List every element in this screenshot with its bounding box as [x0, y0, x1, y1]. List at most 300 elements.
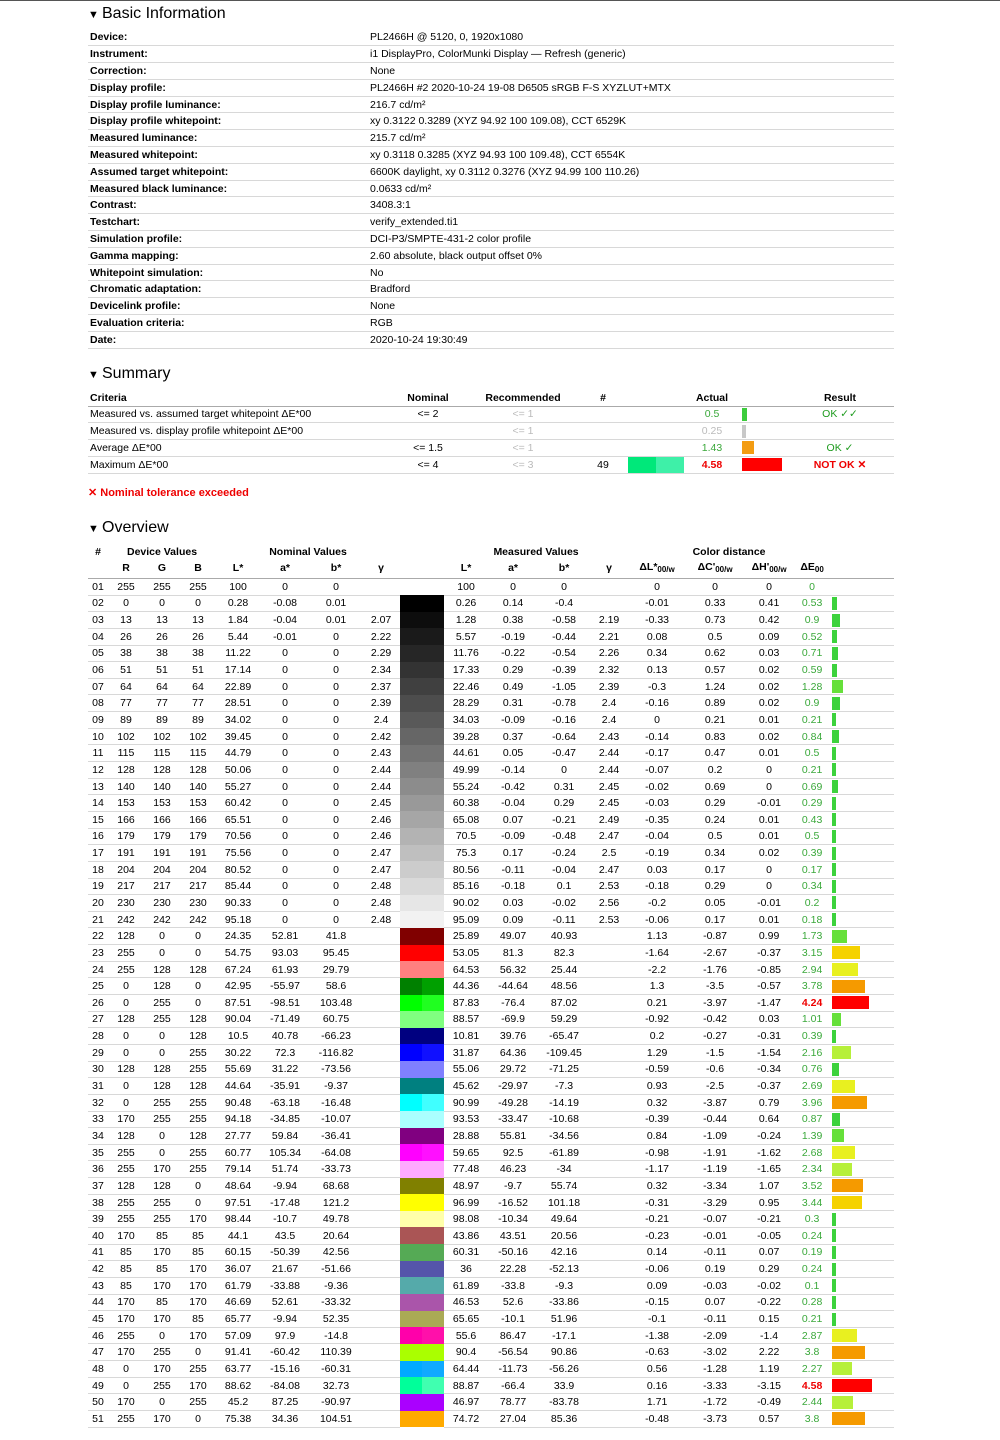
measured-gamma [590, 1277, 628, 1294]
measured-b: -83.78 [538, 1394, 590, 1411]
overview-row [88, 1194, 894, 1211]
overview-row [88, 861, 894, 878]
summary-swatch [628, 423, 684, 440]
nominal-a: 0 [260, 712, 310, 729]
delta-E-bar [832, 963, 858, 976]
measured-a: -0.19 [488, 628, 538, 645]
nominal-b: 0 [310, 662, 362, 679]
delta-L: -0.15 [628, 1294, 686, 1311]
summary-actual: 0.25 [684, 423, 740, 440]
delta-E-bar-cell [830, 1194, 894, 1211]
measured-b: -9.3 [538, 1277, 590, 1294]
patch-number: 45 [88, 1311, 108, 1328]
swatch-color [400, 1128, 422, 1145]
color-swatch [400, 1294, 444, 1311]
summary-bar [742, 441, 754, 454]
measured-L: 59.65 [444, 1144, 488, 1161]
device-b: 0 [180, 945, 216, 962]
nominal-gamma [362, 1011, 400, 1028]
collapse-triangle-icon[interactable]: ▼ [88, 369, 99, 381]
nominal-L: 87.51 [216, 995, 260, 1012]
delta-L: -1.17 [628, 1161, 686, 1178]
delta-C: 0.17 [686, 911, 744, 928]
measured-b: -52.13 [538, 1261, 590, 1278]
delta-E-bar [832, 1163, 852, 1176]
measured-gamma: 2.53 [590, 911, 628, 928]
delta-E-bar [832, 1263, 836, 1276]
nominal-L: 90.48 [216, 1094, 260, 1111]
measured-gamma: 2.56 [590, 895, 628, 912]
overview-row [88, 662, 894, 679]
swatch-color [400, 811, 422, 828]
delta-C: -2.09 [686, 1327, 744, 1344]
nominal-header: Nominal [388, 390, 468, 406]
device-g: 255 [144, 1111, 180, 1128]
measured-a: -0.14 [488, 762, 538, 779]
swatch-color [422, 1111, 444, 1128]
color-swatch [400, 1361, 444, 1378]
overview-row [88, 728, 894, 745]
summary-bar [742, 425, 746, 438]
nominal-L: 45.2 [216, 1394, 260, 1411]
info-key: Date: [88, 331, 368, 348]
swatch-pair [400, 695, 444, 712]
measured-a: 78.77 [488, 1394, 538, 1411]
overview-row [88, 1411, 894, 1428]
nominal-a: -98.51 [260, 995, 310, 1012]
measured-a: 43.51 [488, 1227, 538, 1244]
overview-row [88, 1261, 894, 1278]
color-swatch [400, 612, 444, 629]
overview-row [88, 961, 894, 978]
device-b: 115 [180, 745, 216, 762]
swatch-color [422, 595, 444, 612]
delta-H: 0 [744, 778, 794, 795]
nominal-b: 58.6 [310, 978, 362, 995]
patch-number: 25 [88, 978, 108, 995]
patch-number: 03 [88, 612, 108, 629]
measured-a: -9.7 [488, 1178, 538, 1195]
info-row [88, 79, 894, 96]
device-g: 128 [144, 1078, 180, 1095]
swatch-color [400, 1311, 422, 1328]
basic-information-heading[interactable]: ▼ Basic Information [88, 2, 226, 26]
device-r: 128 [108, 1178, 144, 1195]
delta-E-bar [832, 1346, 865, 1359]
swatch-color [422, 778, 444, 795]
measured-gamma: 2.19 [590, 612, 628, 629]
nominal-gamma [362, 1028, 400, 1045]
summary-bar-cell [740, 456, 786, 474]
delta-E-bar-cell [830, 1161, 894, 1178]
delta-E-bar [832, 813, 836, 826]
device-r: 242 [108, 911, 144, 928]
info-value: xy 0.3122 0.3289 (XYZ 94.92 100 109.08), CCT 6529K [368, 113, 894, 130]
nominal-b: 103.48 [310, 995, 362, 1012]
swatch-color [422, 828, 444, 845]
info-row [88, 281, 894, 298]
nominal-b: 95.45 [310, 945, 362, 962]
measured-gamma: 2.45 [590, 778, 628, 795]
measured-b: 48.56 [538, 978, 590, 995]
delta-E: 0.24 [794, 1261, 830, 1278]
device-g: 153 [144, 795, 180, 812]
overview-row [88, 845, 894, 862]
swatch-pair [400, 745, 444, 762]
overview-row [88, 1061, 894, 1078]
measured-b: 40.93 [538, 928, 590, 945]
delta-E: 0.87 [794, 1111, 830, 1128]
delta-C: 0.83 [686, 728, 744, 745]
measured-L: 34.03 [444, 712, 488, 729]
swatch-pair [400, 895, 444, 912]
summary-nominal: <= 4 [388, 456, 468, 474]
delta-H: 0.02 [744, 678, 794, 695]
measured-a: -0.42 [488, 778, 538, 795]
measured-b: 90.86 [538, 1344, 590, 1361]
delta-E-bar [832, 1279, 836, 1292]
delta-E: 3.15 [794, 945, 830, 962]
patch-number: 28 [88, 1028, 108, 1045]
swatch-color [422, 1144, 444, 1161]
device-g: 0 [144, 1028, 180, 1045]
nominal-b: 0 [310, 845, 362, 862]
nominal-L: 60.15 [216, 1244, 260, 1261]
measured-gamma [590, 1028, 628, 1045]
summary-bar-cell [740, 423, 786, 440]
delta-E: 3.52 [794, 1178, 830, 1195]
overview-row [88, 745, 894, 762]
measured-gamma: 2.44 [590, 745, 628, 762]
info-row [88, 264, 894, 281]
nominal-a: 0 [260, 878, 310, 895]
delta-E-bar-cell [830, 1061, 894, 1078]
swatch-color [400, 1244, 422, 1261]
measured-b: -0.47 [538, 745, 590, 762]
measured-gamma: 2.45 [590, 795, 628, 812]
patch-number: 22 [88, 928, 108, 945]
delta-E: 0.1 [794, 1277, 830, 1294]
measured-a: 0 [488, 578, 538, 595]
overview-row [88, 878, 894, 895]
delta-L: -0.33 [628, 612, 686, 629]
measured-L: 88.57 [444, 1011, 488, 1028]
color-swatch [400, 778, 444, 795]
swatch-color [628, 457, 656, 474]
nominal-gamma [362, 1344, 400, 1361]
device-r: 13 [108, 612, 144, 629]
delta-C: -1.28 [686, 1361, 744, 1378]
overview-row [88, 628, 894, 645]
swatch-color [400, 828, 422, 845]
delta-L: 1.13 [628, 928, 686, 945]
nominal-b: 0 [310, 828, 362, 845]
swatch-color [400, 662, 422, 679]
delta-L: 0.2 [628, 1028, 686, 1045]
delta-E: 0.17 [794, 861, 830, 878]
color-swatch [400, 828, 444, 845]
measured-gamma [590, 578, 628, 595]
delta-H: 0.03 [744, 1011, 794, 1028]
measured-L: 11.76 [444, 645, 488, 662]
nominal-L: 46.69 [216, 1294, 260, 1311]
device-r: 51 [108, 662, 144, 679]
delta-E: 2.34 [794, 1161, 830, 1178]
measured-b: -17.1 [538, 1327, 590, 1344]
swatch-color [422, 1178, 444, 1195]
nominal-b: 0 [310, 695, 362, 712]
patch-number: 44 [88, 1294, 108, 1311]
swatch-pair [400, 878, 444, 895]
summary-actual: 4.58 [684, 456, 740, 474]
measured-L: 87.83 [444, 995, 488, 1012]
delta-E-bar-cell [830, 662, 894, 679]
measured-L: 93.53 [444, 1111, 488, 1128]
delta-C: 0.57 [686, 662, 744, 679]
nominal-gamma: 2.34 [362, 662, 400, 679]
info-value: DCI-P3/SMPTE-431-2 color profile [368, 231, 894, 248]
delta-E: 0.29 [794, 795, 830, 812]
delta-C: 0.07 [686, 1294, 744, 1311]
delta-E-bar [832, 1329, 857, 1342]
nominal-gamma: 2.48 [362, 878, 400, 895]
device-g: 0 [144, 1044, 180, 1061]
delta-E: 3.78 [794, 978, 830, 995]
nominal-b: 49.78 [310, 1211, 362, 1228]
swatch-pair [400, 978, 444, 995]
delta-C: -3.73 [686, 1411, 744, 1428]
delta-L: -0.07 [628, 762, 686, 779]
delta-E: 0.69 [794, 778, 830, 795]
swatch-color [422, 1061, 444, 1078]
delta-E: 1.28 [794, 678, 830, 695]
overview-heading[interactable]: ▼ Overview [88, 516, 169, 540]
delta-E-bar-cell [830, 762, 894, 779]
delta-E-bar [832, 647, 838, 660]
nominal-a: 0 [260, 811, 310, 828]
nominal-L: 90.04 [216, 1011, 260, 1028]
delta-L: 0.03 [628, 861, 686, 878]
swatch-color [422, 645, 444, 662]
delta-E: 0.59 [794, 662, 830, 679]
swatch-color [422, 795, 444, 812]
nominal-b: -64.08 [310, 1144, 362, 1161]
nominal-gamma [362, 978, 400, 995]
measured-gamma [590, 1294, 628, 1311]
nominal-a: 0 [260, 911, 310, 928]
measured-L: 60.38 [444, 795, 488, 812]
device-b: 170 [180, 1211, 216, 1228]
delta-L: -0.39 [628, 1111, 686, 1128]
color-swatch [400, 1161, 444, 1178]
nominal-b: 20.64 [310, 1227, 362, 1244]
swatch-pair [400, 1311, 444, 1328]
measured-b: 0.1 [538, 878, 590, 895]
nominal-gamma [362, 595, 400, 612]
delta-E-bar-cell [830, 628, 894, 645]
delta-C: -3.33 [686, 1377, 744, 1394]
delta-H: 0.64 [744, 1111, 794, 1128]
nominal-L: 11.22 [216, 645, 260, 662]
patch-number: 41 [88, 1244, 108, 1261]
measured-a: -44.64 [488, 978, 538, 995]
info-key: Measured whitepoint: [88, 147, 368, 164]
nominal-gamma [362, 1078, 400, 1095]
delta-E: 4.24 [794, 995, 830, 1012]
delta-C: 0.21 [686, 712, 744, 729]
delta-C: 0.89 [686, 695, 744, 712]
measured-L: 1.28 [444, 612, 488, 629]
measured-a: 39.76 [488, 1028, 538, 1045]
swatch-pair [400, 1178, 444, 1195]
swatch-pair [400, 811, 444, 828]
overview-row [88, 578, 894, 595]
swatch-color [422, 1411, 444, 1428]
nominal-L: 61.79 [216, 1277, 260, 1294]
nominal-b: 0 [310, 745, 362, 762]
device-g: 170 [144, 1244, 180, 1261]
info-value: 215.7 cd/m² [368, 130, 894, 147]
delta-E-bar-cell [830, 1227, 894, 1244]
device-b: 85 [180, 1244, 216, 1261]
summary-recommended: <= 1 [468, 423, 578, 440]
measured-b: -0.24 [538, 845, 590, 862]
overview-row [88, 928, 894, 945]
measured-L: 75.3 [444, 845, 488, 862]
device-b: 0 [180, 978, 216, 995]
measured-gamma [590, 945, 628, 962]
nominal-L: 54.75 [216, 945, 260, 962]
delta-C: 0.33 [686, 595, 744, 612]
delta-E-bar-cell [830, 712, 894, 729]
delta-E-bar-cell [830, 1211, 894, 1228]
device-r: 170 [108, 1111, 144, 1128]
color-swatch [400, 1411, 444, 1428]
measured-L: 28.29 [444, 695, 488, 712]
delta-C: -3.34 [686, 1178, 744, 1195]
patch-number: 19 [88, 878, 108, 895]
delta-E-bar [832, 1096, 867, 1109]
delta-C: -0.11 [686, 1244, 744, 1261]
nominal-b: -36.41 [310, 1128, 362, 1145]
nominal-L: 85.44 [216, 878, 260, 895]
nominal-a: 0 [260, 695, 310, 712]
delta-E-bar-cell [830, 1011, 894, 1028]
patch-number: 35 [88, 1144, 108, 1161]
delta-E: 0.21 [794, 712, 830, 729]
swatch-color [422, 811, 444, 828]
device-b: 170 [180, 1261, 216, 1278]
delta-E-bar [832, 880, 836, 893]
delta-H: 0.01 [744, 911, 794, 928]
overview-row [88, 645, 894, 662]
delta-L: 0.34 [628, 645, 686, 662]
overview-row [88, 995, 894, 1012]
summary-swatch [628, 406, 684, 423]
nominal-a: 0 [260, 745, 310, 762]
info-key: Display profile: [88, 79, 368, 96]
color-swatch [400, 1178, 444, 1195]
collapse-triangle-icon[interactable]: ▼ [88, 523, 99, 535]
nominal-a: -34.85 [260, 1111, 310, 1128]
measured-b: 20.56 [538, 1227, 590, 1244]
swatch-color [422, 1128, 444, 1145]
nominal-gamma [362, 1361, 400, 1378]
device-g: 64 [144, 678, 180, 695]
swatch-color [422, 928, 444, 945]
delta-E: 0.5 [794, 745, 830, 762]
delta-C: 0.73 [686, 612, 744, 629]
swatch-color [422, 1294, 444, 1311]
color-swatch [400, 1277, 444, 1294]
overview-row [88, 1028, 894, 1045]
measured-b: 0.31 [538, 778, 590, 795]
swatch-color [422, 1344, 444, 1361]
nominal-b: 104.51 [310, 1411, 362, 1428]
swatch-color [422, 1361, 444, 1378]
swatch-pair [400, 1128, 444, 1145]
measured-L: 5.57 [444, 628, 488, 645]
device-r: 38 [108, 645, 144, 662]
measured-L: 100 [444, 578, 488, 595]
info-row [88, 147, 894, 164]
device-b: 255 [180, 1044, 216, 1061]
color-swatch [400, 1144, 444, 1161]
delta-H: 0.41 [744, 595, 794, 612]
swatch-pair [628, 457, 684, 474]
device-b: 170 [180, 1327, 216, 1344]
measured-a: 27.04 [488, 1411, 538, 1428]
collapse-triangle-icon[interactable]: ▼ [88, 9, 99, 21]
color-swatch [400, 745, 444, 762]
nominal-gamma [362, 1044, 400, 1061]
summary-heading[interactable]: ▼ Summary [88, 362, 170, 386]
swatch-pair [400, 845, 444, 862]
patch-number: 05 [88, 645, 108, 662]
nominal-b: -10.07 [310, 1111, 362, 1128]
summary-row [88, 423, 894, 440]
overview-row [88, 1078, 894, 1095]
patch-number: 02 [88, 595, 108, 612]
nominal-a: -9.94 [260, 1178, 310, 1195]
color-swatch [400, 811, 444, 828]
swatch-color [400, 695, 422, 712]
info-value: No [368, 264, 894, 281]
delta-C: 0.69 [686, 778, 744, 795]
nominal-gamma [362, 1244, 400, 1261]
device-b: 204 [180, 861, 216, 878]
nominal-b: 0 [310, 778, 362, 795]
color-swatch [400, 895, 444, 912]
measured-b: 87.02 [538, 995, 590, 1012]
swatch-pair [400, 861, 444, 878]
delta-L: 0.16 [628, 1377, 686, 1394]
delta-E-bar-cell [830, 1277, 894, 1294]
delta-H: -0.34 [744, 1061, 794, 1078]
swatch-pair [400, 579, 444, 596]
delta-H: -1.4 [744, 1327, 794, 1344]
device-b: 64 [180, 678, 216, 695]
device-b: 255 [180, 1061, 216, 1078]
measured-a: 64.36 [488, 1044, 538, 1061]
info-key: Contrast: [88, 197, 368, 214]
measured-a: -16.52 [488, 1194, 538, 1211]
delta-H: -0.85 [744, 961, 794, 978]
device-b: 230 [180, 895, 216, 912]
nominal-gamma: 2.44 [362, 778, 400, 795]
device-g: 255 [144, 1011, 180, 1028]
basic-information-table [88, 29, 894, 349]
